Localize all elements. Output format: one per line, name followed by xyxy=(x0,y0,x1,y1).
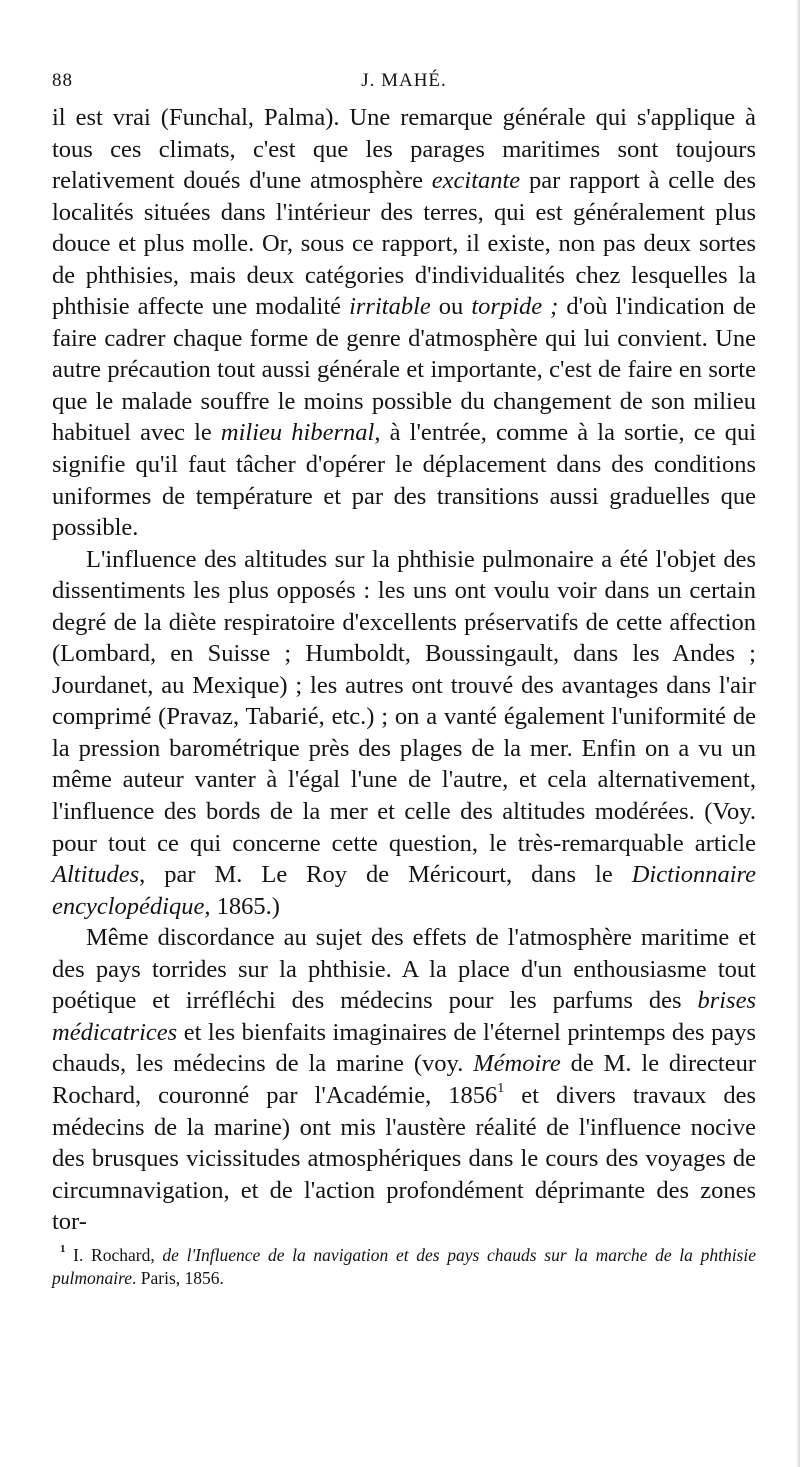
text-run: . Paris, 1856. xyxy=(132,1267,224,1288)
text-run: ou xyxy=(430,293,472,321)
text-run: et divers travaux des médecins de la marine) ont mis l'austère réalité de l'influence nocive des brusques vicissitudes atmosphériques dans le cours des voyages de circumnavigation, et de l'action profondément déprimante des zones tor- xyxy=(52,1081,756,1236)
text-run: I. Rochard, xyxy=(65,1244,163,1265)
italic-text: Dictionnaire encyclopédique xyxy=(52,861,756,920)
paragraph-1 xyxy=(52,102,756,544)
page-edge-shadow xyxy=(796,0,800,1467)
paragraph-3 xyxy=(52,922,756,1237)
text-run: L'influence des altitudes sur la phthisie pulmonaire a été l'objet des dissentiments les plus opposés : les uns ont voulu voir dans un certain degré de la diète respiratoire d'excellents préservatifs de cette affection (Lombard, en Suisse ; Humboldt, Boussingault, dans les Andes ; Jourdanet, au Mexique) ; les autres ont trouvé des avantages dans l'air comprimé (Pravaz, Tabarié, etc.) ; on a vanté également l'uniformité de la pression barométrique près des plages de la mer. Enfin on a vu un même auteur vanter à l'égal l'une de l'autre, et cela alternativement, l'influence des bords de la mer et celle des altitudes modérées. (Voy. pour tout ce qui concerne cette question, le très-remarquable article xyxy=(52,545,756,857)
footnote xyxy=(52,1244,756,1290)
text-run: , à l'entrée, comme à la sortie, ce qui signifie qu'il faut tâcher d'opérer le déplacement dans des conditions uniformes de température et par des transitions aussi graduelles que possible. xyxy=(52,419,756,542)
text-run: , 1865.) xyxy=(204,892,280,920)
text-run: il est vrai (Funchal, Palma). Une remarque générale qui s'applique à tous ces climats, c'est que les parages maritimes sont toujours relativement doués d'une atmosphère xyxy=(52,104,756,195)
footnote-marker: 1 xyxy=(497,1080,505,1096)
italic-text: irritable xyxy=(349,293,431,321)
text-run: de M. le directeur Rochard, couronné par l'Académie, 1856 xyxy=(52,1050,756,1109)
text-run: Même discordance au sujet des effets de l'atmosphère maritime et des pays torrides sur la phthisie. A la place d'un enthousiasme tout poétique et irréfléchi des médecins pour les parfums des xyxy=(52,924,756,1015)
italic-text: Mémoire xyxy=(473,1050,561,1078)
italic-text: brises médicatrices xyxy=(52,987,756,1046)
running-head xyxy=(52,62,756,102)
paragraph-2 xyxy=(52,544,756,923)
book-page xyxy=(52,62,756,1290)
text-run: par rapport à celle des localités situées dans l'intérieur des terres, qui est généralement plus douce et plus molle. Or, sous ce rapport, il existe, non pas deux sortes de phthisies, mais deux catégories d'individualités chez lesquelles la phthisie affecte une modalité xyxy=(52,167,756,321)
italic-text: milieu hibernal xyxy=(220,419,375,447)
body-text xyxy=(52,102,756,1238)
running-title: J. MAHÉ. xyxy=(361,70,447,91)
text-run: d'où l'indication de faire cadrer chaque forme de genre d'atmosphère qui lui convient. Une autre précaution tout aussi générale et importante, c'est de faire en sorte que le malade souffre le moins possible du changement de son milieu habituel avec le xyxy=(52,293,756,447)
italic-text: Altitudes xyxy=(52,861,140,889)
italic-text: torpide ; xyxy=(471,293,559,321)
italic-text: de l'Influence de la navigation et des pays chauds sur la marche de la phthisie pulmonaire xyxy=(52,1244,756,1288)
italic-text: excitante xyxy=(431,167,521,195)
footnote-marker: 1 xyxy=(60,1242,66,1255)
page-number: 88 xyxy=(52,70,73,91)
text-run: , par M. Le Roy de Méricourt, dans le xyxy=(139,861,632,889)
text-run: et les bienfaits imaginaires de l'éternel printemps des pays chauds, les médecins de la marine (voy. xyxy=(52,1018,756,1078)
